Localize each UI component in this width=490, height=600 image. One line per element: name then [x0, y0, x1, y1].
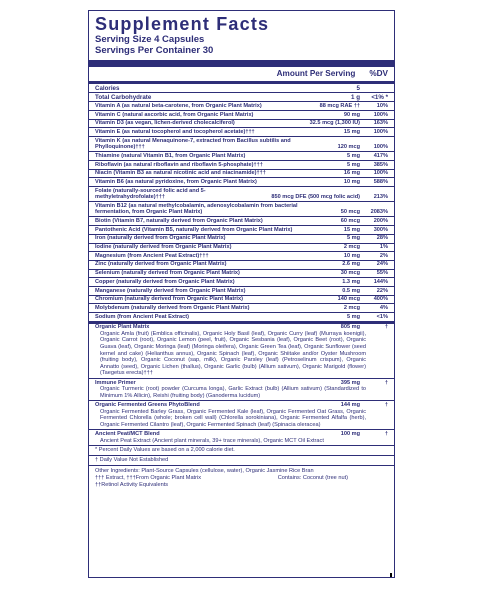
nutrient-amount: 5 — [356, 84, 360, 92]
nutrient-dv: 2083% — [370, 209, 388, 216]
nutrient-dv: <1% * — [371, 93, 388, 101]
footnote-dv: * Percent Daily Values are based on a 2,000 calorie diet. — [89, 446, 394, 456]
blend-header — [95, 431, 388, 438]
nutrient-dv: 200% — [373, 218, 388, 225]
nutrient-row — [89, 178, 394, 187]
column-header — [89, 67, 394, 81]
nutrient-name: Thiamine (natural Vitamin B1, from Organic Plant Matrix) — [95, 152, 246, 159]
blend-ingredients: Ancient Peat Extract (Ancient plant minerals, 39+ trace minerals), Organic MCT Oil Extract — [100, 437, 324, 444]
nutrient-dv: 385% — [373, 161, 388, 168]
nutrient-name: Molybdenum (naturally derived from Organic Plant Matrix) — [95, 304, 250, 311]
nutrient-amount: 2 mcg — [343, 304, 360, 311]
nutrient-row — [89, 152, 394, 161]
nutrient-row — [89, 270, 394, 279]
nutrient-name: Vitamin C (natural ascorbic acid, from Organic Plant Matrix) — [95, 111, 254, 118]
blend-amount: 805 mg — [340, 324, 360, 331]
blend-ingredients: Organic Amla (fruit) (Emblica officinalis), Organic Holy Basil (leaf), Organic Curry (leaf) (Murraya koenigii), Organic Carrot (root), Organic Lemon (peel, fruit), Organic Sesbania (leaf), Organic Beet (root), Organic Guava (leaf), Organic Moringa (leaf) (Moringa oleifera), Organic Green Tea (leaf), Organic Sunflower (seed kernel and cake) (Helianthus annus), Organic Spinach (leaf), Organic Shiitake and/or Oyster Mushroom (fruiting body), Organic Coconut (sap, milk), Organic Parsley (leaf) (Petroselinum crispum), Organic Annatto (seed), Organic Lichen (thallus), Organic Garlic (bulb) (Allium sativum), Organic Marigold (flower) (Taegetus erecta)††† — [100, 330, 366, 377]
nutrient-amount: 50 mcg — [340, 209, 360, 216]
nutrient-dv: 22% — [376, 287, 388, 294]
nutrient-name: Vitamin B6 (as natural pyridoxine, from Organic Plant Matrix) — [95, 178, 257, 185]
nutrient-dv: 144% — [373, 278, 388, 285]
nutrient-name: Biotin (Vitamin B7, naturally derived from Organic Plant Matrix) — [95, 218, 263, 225]
nutrient-name: Zinc (naturally derived from Organic Plant Matrix) — [95, 261, 227, 268]
nutrient-dv: 588% — [373, 178, 388, 185]
nutrient-name: Sodium (from Ancient Peat Extract) — [95, 313, 189, 320]
nutrient-amount: 1 g — [351, 93, 360, 101]
nutrient-name: Copper (naturally derived from Organic Plant Matrix) — [95, 278, 235, 285]
nutrient-row — [89, 304, 394, 313]
blend-dv: † — [384, 402, 388, 408]
nutrient-name: Total Carbohydrate — [95, 93, 152, 101]
amount-per-serving-header: Amount Per Serving — [276, 69, 356, 78]
nutrient-row — [89, 111, 394, 120]
footnote-not-established: † Daily Value Not Established — [89, 456, 394, 466]
nutrient-row — [89, 313, 394, 322]
nutrient-name: Vitamin E (as natural tocopherol and tocopherol acetate)††† — [95, 129, 255, 136]
nutrient-amount: 30 mcg — [340, 270, 360, 277]
nutrient-row — [89, 296, 394, 305]
serving-size: Serving Size 4 Capsules — [95, 34, 205, 45]
nutrient-dv: 100% — [373, 129, 388, 136]
thick-divider — [89, 60, 394, 67]
blend-ingredients: Organic Fermented Barley Grass, Organic Fermented Kale (leaf), Organic Fermented Oat Grass, Organic Fermented Chlorella (whole; broken cell wall) (Chlorella sorokiniana), Organic Fermented Alfalfa (herb), Organic Fermented Cilantro (leaf), Organic Fermented Spinach (leaf) (Spinacia oleracea) — [100, 408, 366, 428]
extract-contains-line — [95, 475, 388, 482]
nutrient-amount: 16 mg — [343, 170, 360, 177]
blend-amount: 100 mg — [340, 430, 360, 437]
nutrient-amount: 2 mcg — [343, 244, 360, 251]
print-mark — [390, 573, 392, 577]
nutrient-row — [89, 226, 394, 235]
nutrient-dv: 55% — [376, 270, 388, 277]
nutrient-amount: 0.5 mg — [342, 287, 360, 294]
nutrient-amount: 5 mg — [346, 152, 360, 159]
nutrient-amount: 88 mcg RAE †† — [319, 102, 360, 109]
dv-header: %DV — [369, 69, 388, 78]
blend-section — [89, 324, 394, 379]
nutrient-name: Iodine (naturally derived from Organic Plant Matrix) — [95, 244, 232, 251]
blend-header — [95, 402, 388, 409]
nutrient-name: Chromium (naturally derived from Organic Plant Matrix) — [95, 296, 243, 303]
nutrient-row — [89, 170, 394, 179]
nutrient-row — [89, 235, 394, 244]
blend-list — [89, 324, 394, 446]
nutrient-name: Pantothenic Acid (Vitamin B5, naturally derived from Organic Plant Matrix) — [95, 226, 293, 233]
nutrient-row — [89, 128, 394, 137]
other-ingredients: Other Ingredients: Plant-Source Capsules (cellulose, water), Organic Jasmine Rice Bran — [95, 468, 314, 475]
supplement-facts-panel — [88, 10, 395, 578]
nutrient-dv: 100% — [373, 170, 388, 177]
nutrient-name: Vitamin D3 (as vegan, lichen-derived cholecalciferol) — [95, 120, 235, 127]
extract-note: ††† Extract, †††From Organic Plant Matrix — [95, 475, 202, 482]
nutrient-name: Vitamin K (as natural Menaquinone-7, extracted from Bacillus subtilis and Phylloquinone)††† — [95, 137, 291, 151]
nutrient-amount: 60 mcg — [340, 218, 360, 225]
blend-section — [89, 379, 394, 401]
nutrient-row — [89, 278, 394, 287]
blend-dv: † — [384, 324, 388, 331]
blend-header — [95, 380, 388, 387]
blend-dv: † — [384, 430, 388, 437]
blend-name: Immune Primer — [95, 379, 136, 386]
nutrient-amount: 140 mcg — [337, 296, 360, 303]
nutrient-dv: 10% — [376, 102, 388, 109]
nutrient-dv: 1% — [379, 244, 388, 251]
panel-title: Supplement Facts — [95, 14, 270, 34]
nutrient-dv: <1% — [376, 313, 388, 320]
nutrient-name: Iron (naturally derived from Organic Plant Matrix) — [95, 235, 226, 242]
nutrient-name: Niacin (Vitamin B3 as natural nicotinic acid and niacinamide)††† — [95, 170, 266, 177]
nutrient-row — [89, 252, 394, 261]
carbohydrate-row — [89, 93, 394, 102]
nutrient-dv: 300% — [373, 226, 388, 233]
blend-name: Organic Plant Matrix — [95, 324, 150, 331]
servings-per-container: Servings Per Container 30 — [95, 45, 214, 56]
nutrient-name: Magnesium (from Ancient Peat Extract)††† — [95, 252, 209, 259]
blend-amount: 395 mg — [340, 379, 360, 386]
blend-header — [95, 324, 388, 331]
nutrient-dv: 400% — [373, 296, 388, 303]
nutrient-row — [89, 202, 394, 217]
nutrient-amount: 5 mg — [346, 161, 360, 168]
blend-section — [89, 401, 394, 430]
nutrient-row — [89, 161, 394, 170]
nutrient-row — [89, 102, 394, 111]
nutrient-dv: 24% — [376, 261, 388, 268]
nutrient-row — [89, 244, 394, 253]
nutrient-row — [89, 120, 394, 129]
nutrient-name: Vitamin B12 (as natural methylcobalamin, adenosylcobalamin from bacterial fermentation, from Organic Plant Matrix) — [95, 202, 298, 216]
nutrient-dv: 4% — [379, 304, 388, 311]
nutrient-name: Folate (naturally-sourced folic acid and 5-methyletrahydrofolate)††† — [95, 187, 206, 201]
nutrient-amount: 120 mcg — [337, 144, 360, 151]
nutrient-dv: 28% — [376, 235, 388, 242]
nutrient-row — [89, 217, 394, 226]
contains-note: Contains: Coconut (tree nut) — [277, 475, 348, 482]
blend-name: Organic Fermented Greens PhytoBlend — [95, 402, 200, 408]
nutrient-dv: 417% — [373, 152, 388, 159]
nutrient-amount: 10 mg — [343, 252, 360, 259]
nutrient-amount: 2.6 mg — [342, 261, 360, 268]
blend-section — [89, 430, 394, 446]
nutrient-amount: 850 mcg DFE (500 mcg folic acid) — [271, 194, 360, 201]
nutrient-dv: 100% — [373, 111, 388, 118]
nutrient-amount: 90 mg — [343, 111, 360, 118]
nutrient-dv: 213% — [373, 194, 388, 201]
nutrient-dv: 100% — [373, 144, 388, 151]
nutrient-amount: 15 mg — [343, 129, 360, 136]
nutrient-name: Vitamin A (as natural beta-carotene, from Organic Plant Matrix) — [95, 102, 262, 109]
blend-amount: 144 mg — [340, 402, 360, 408]
nutrient-amount: 32.5 mcg (1,300 IU) — [309, 120, 360, 127]
blend-name: Ancient Peat/MCT Blend — [95, 430, 160, 437]
nutrient-amount: 5 mg — [346, 235, 360, 242]
calories-row — [89, 84, 394, 93]
nutrient-name: Manganese (naturally derived from Organic Plant Matrix) — [95, 287, 246, 294]
blend-ingredients: Organic Turmeric (root) powder (Curcuma longa), Garlic Extract (bulb) (Allium sativum) (Standardized to Minimum 1% Allicin), Reishi (fruiting body) (Ganoderma lucidum) — [100, 386, 366, 399]
nutrient-amount: 10 mg — [343, 178, 360, 185]
nutrient-row — [89, 187, 394, 202]
nutrient-amount: 15 mg — [343, 226, 360, 233]
rae-note: ††Retinol Activity Equivalents — [95, 482, 169, 489]
nutrient-name: Riboflavin (as natural riboflavin and riboflavin 5-phosphate)††† — [95, 161, 263, 168]
nutrient-row — [89, 137, 394, 152]
nutrient-dv: 2% — [379, 252, 388, 259]
blend-dv: † — [384, 379, 388, 386]
nutrient-row — [89, 261, 394, 270]
nutrient-row — [89, 287, 394, 296]
nutrient-name: Selenium (naturally derived from Organic Plant Matrix) — [95, 270, 240, 277]
nutrient-amount: 1.3 mg — [342, 278, 360, 285]
nutrient-amount: 5 mg — [346, 313, 360, 320]
bottom-notes — [89, 466, 394, 491]
nutrient-name: Calories — [95, 84, 120, 92]
nutrient-dv: 163% — [373, 120, 388, 127]
nutrient-list — [89, 102, 394, 321]
